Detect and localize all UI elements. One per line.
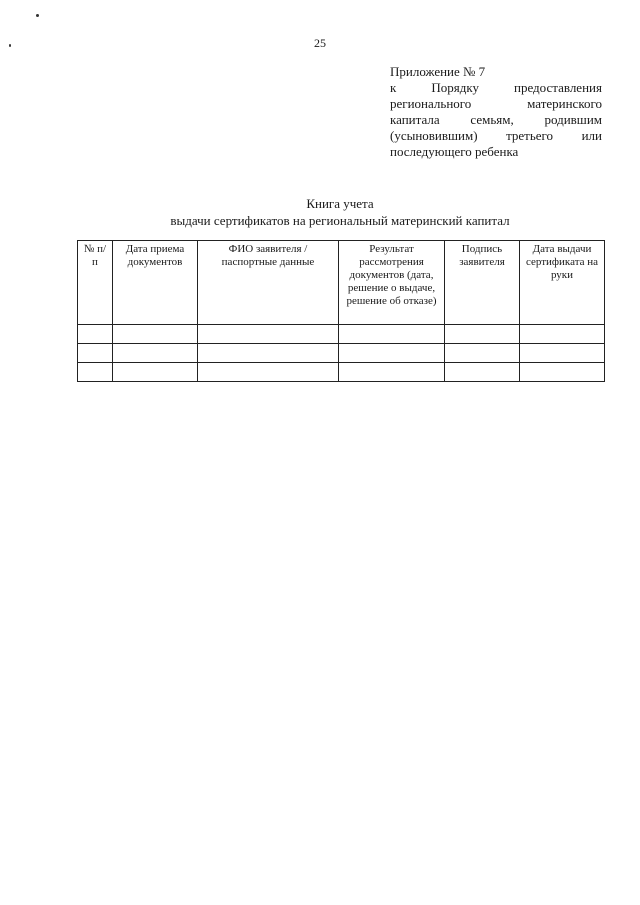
table-cell[interactable] <box>445 363 520 382</box>
page-number: 25 <box>314 36 326 50</box>
table-cell[interactable] <box>339 325 445 344</box>
appendix-word: капитала <box>390 112 440 127</box>
header-cell-applicant-name: ФИО заявителя / паспортные данные <box>198 241 339 325</box>
header-cell-issue-date: Дата выдачи сертификата на руки <box>520 241 605 325</box>
appendix-word: третьего <box>506 128 554 143</box>
table-cell[interactable] <box>520 344 605 363</box>
appendix-word: или <box>581 128 602 143</box>
appendix-title: Приложение № 7 <box>390 64 486 79</box>
table-cell[interactable] <box>520 325 605 344</box>
ledger-table <box>77 240 605 382</box>
appendix-line <box>390 96 602 112</box>
appendix-word: Порядку <box>431 80 479 95</box>
table-cell[interactable] <box>78 344 113 363</box>
header-cell-review-result: Результат рассмотрения документов (дата, решение о выдаче, решение об отказе) <box>339 241 445 325</box>
table-cell[interactable] <box>339 363 445 382</box>
table-cell[interactable] <box>339 344 445 363</box>
table-row <box>78 363 605 382</box>
table-cell[interactable] <box>113 325 198 344</box>
appendix-block <box>390 64 602 160</box>
table-row <box>78 325 605 344</box>
appendix-word: материнского <box>527 96 602 111</box>
appendix-word: к <box>390 80 397 95</box>
table-header-row <box>78 241 605 325</box>
header-cell-received-date: Дата приема документов <box>113 241 198 325</box>
scan-speck <box>36 14 39 17</box>
appendix-line-last: последующего ребенка <box>390 144 519 159</box>
header-cell-signature: Подпись заявителя <box>445 241 520 325</box>
table-cell[interactable] <box>198 344 339 363</box>
appendix-word: предоставления <box>513 80 602 95</box>
appendix-word: (усыновившим) <box>390 128 478 143</box>
appendix-word: родившим <box>544 112 602 127</box>
appendix-word: регионального <box>390 96 472 111</box>
appendix-line <box>390 128 602 144</box>
table-cell[interactable] <box>113 344 198 363</box>
appendix-word: семьям, <box>470 112 514 127</box>
header-cell-number: № п/п <box>78 241 113 325</box>
table-cell[interactable] <box>198 325 339 344</box>
table-cell[interactable] <box>445 325 520 344</box>
table-cell[interactable] <box>198 363 339 382</box>
book-title-line1: Книга учета <box>306 196 374 211</box>
table-cell[interactable] <box>113 363 198 382</box>
appendix-line <box>390 112 602 128</box>
table-cell[interactable] <box>520 363 605 382</box>
table-cell[interactable] <box>78 363 113 382</box>
scan-speck <box>9 44 11 47</box>
table-cell[interactable] <box>445 344 520 363</box>
table-cell[interactable] <box>78 325 113 344</box>
appendix-line <box>390 80 602 96</box>
book-title <box>0 195 640 229</box>
table-row <box>78 344 605 363</box>
book-title-line2: выдачи сертификатов на региональный материнский капитал <box>170 213 510 228</box>
